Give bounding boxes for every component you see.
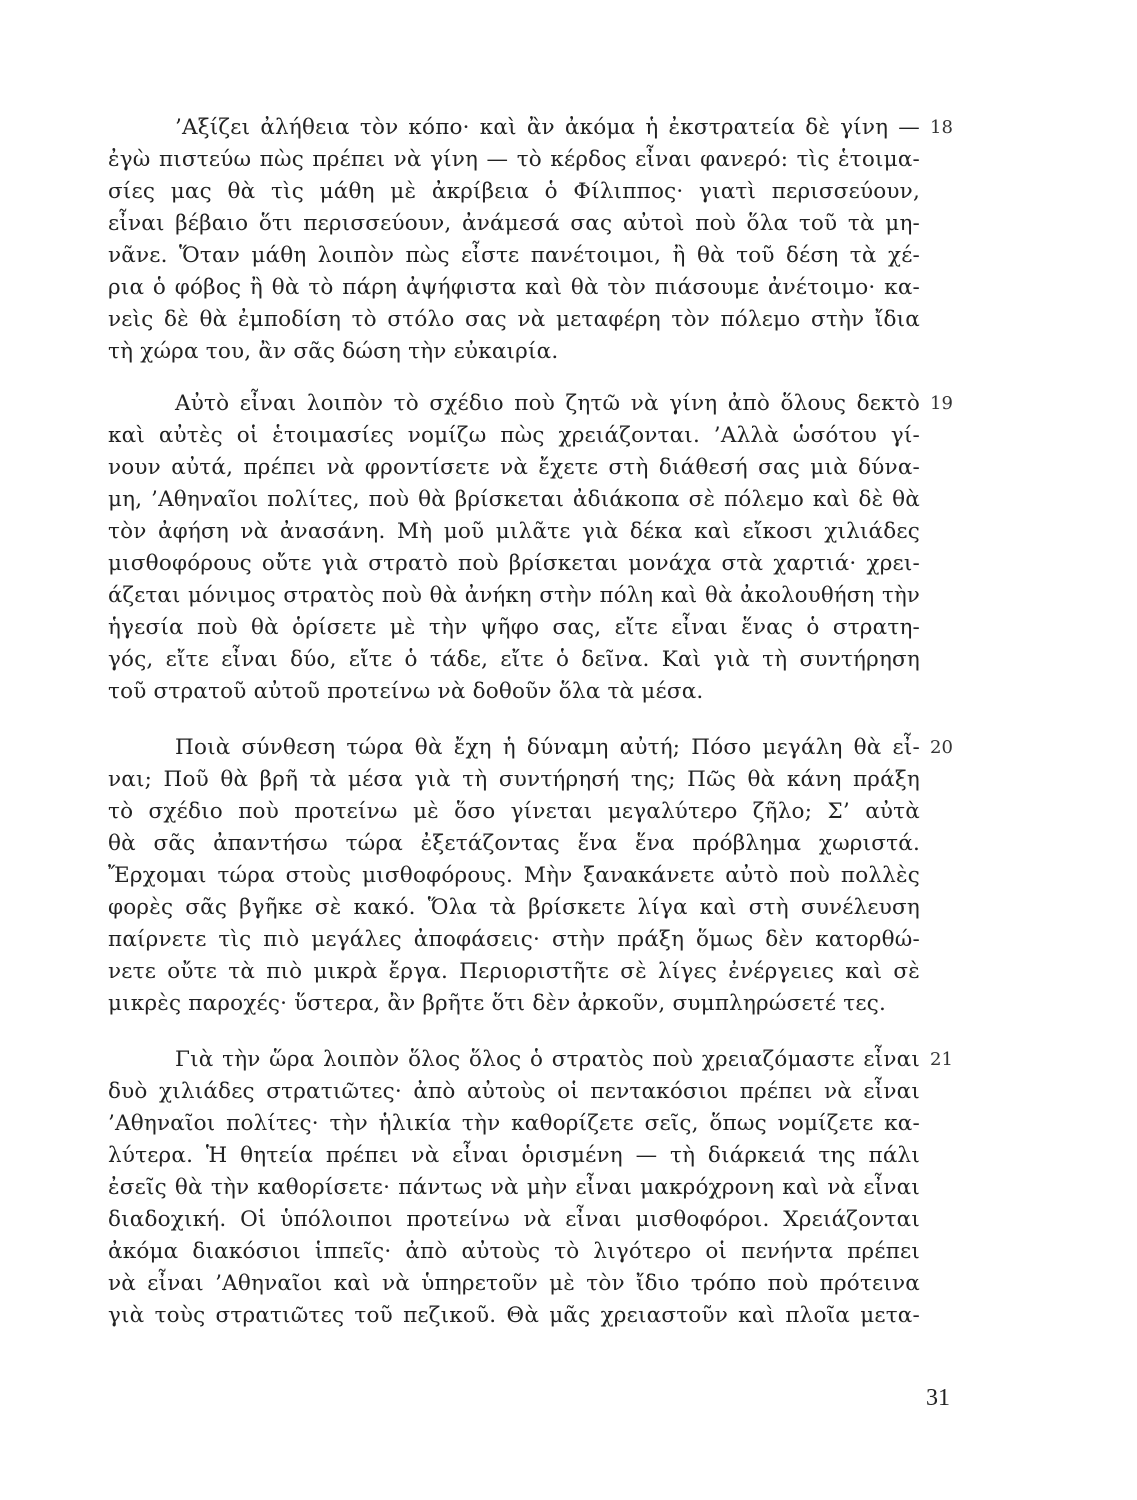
text-line: ἐγὼ πιστεύω πὼς πρέπει νὰ γίνη — τὸ κέρδος εἶναι φανερό: τὶς ἑτοιμα- bbox=[108, 147, 920, 172]
text-line: ἡγεσία ποὺ θὰ ὁρίσετε μὲ τὴν ψῆφο σας, εἴτε εἶναι ἕνας ὁ στρατη- bbox=[108, 615, 920, 640]
text-line: ’Αθηναῖοι πολίτες· τὴν ἡλικία τὴν καθορίζετε σεῖς, ὅπως νομίζετε κα- bbox=[108, 1111, 920, 1136]
text-line: νὰ εἶναι ’Αθηναῖοι καὶ νὰ ὑπηρετοῦν μὲ τὸν ἴδιο τρόπο ποὺ πρότεινα bbox=[108, 1271, 920, 1296]
text-line: νετε οὔτε τὰ πιὸ μικρὰ ἔργα. Περιοριστῆτε σὲ λίγες ἐνέργειες καὶ σὲ bbox=[108, 959, 920, 984]
text-line: τὴ χώρα του, ἂν σᾶς δώση τὴν εὐκαιρία. bbox=[108, 339, 559, 364]
section-number: 20 bbox=[930, 737, 953, 758]
text-line: παίρνετε τὶς πιὸ μεγάλες ἀποφάσεις· στὴν πράξη ὅμως δὲν κατορθώ- bbox=[108, 927, 920, 952]
text-line: γιὰ τοὺς στρατιῶτες τοῦ πεζικοῦ. Θὰ μᾶς χρειαστοῦν καὶ πλοῖα μετα- bbox=[108, 1303, 920, 1328]
text-line: λύτερα. Ἡ θητεία πρέπει νὰ εἶναι ὁρισμένη — τὴ διάρκειά της πάλι bbox=[108, 1143, 920, 1168]
text-line: ’Αξίζει ἀλήθεια τὸν κόπο· καὶ ἂν ἀκόμα ἡ ἐκστρατεία δὲ γίνη — bbox=[175, 115, 920, 140]
text-line: γός, εἴτε εἶναι δύο, εἴτε ὁ τάδε, εἴτε ὁ δεῖνα. Καὶ γιὰ τὴ συντήρηση bbox=[108, 647, 920, 672]
text-line: δυὸ χιλιάδες στρατιῶτες· ἀπὸ αὐτοὺς οἱ πεντακόσιοι πρέπει νὰ εἶναι bbox=[108, 1079, 920, 1104]
section-number: 18 bbox=[930, 117, 953, 138]
text-line: νουν αὐτά, πρέπει νὰ φροντίσετε νὰ ἔχετε στὴ διάθεσή σας μιὰ δύνα- bbox=[108, 455, 920, 480]
text-line: Γιὰ τὴν ὥρα λοιπὸν ὅλος ὅλος ὁ στρατὸς ποὺ χρειαζόμαστε εἶναι bbox=[175, 1047, 920, 1072]
text-line: άζεται μόνιμος στρατὸς ποὺ θὰ ἀνήκη στὴν πόλη καὶ θὰ ἀκολουθήση τὴν bbox=[108, 583, 920, 608]
text-line: τὸ σχέδιο ποὺ προτείνω μὲ ὅσο γίνεται μεγαλύτερο ζῆλο; Σ’ αὐτὰ bbox=[108, 799, 920, 824]
text-line: τοῦ στρατοῦ αὐτοῦ προτείνω νὰ δοθοῦν ὅλα τὰ μέσα. bbox=[108, 679, 704, 704]
text-line: Ἔρχομαι τώρα στοὺς μισθοφόρους. Μὴν ξανακάνετε αὐτὸ ποὺ πολλὲς bbox=[108, 863, 920, 888]
text-line: φορὲς σᾶς βγῆκε σὲ κακό. Ὅλα τὰ βρίσκετε λίγα καὶ στὴ συνέλευση bbox=[108, 895, 920, 920]
text-line: καὶ αὐτὲς οἱ ἑτοιμασίες νομίζω πὼς χρειάζονται. ’Αλλὰ ὡσότου γί- bbox=[108, 423, 920, 448]
text-line: τὸν ἀφήση νὰ ἀνασάνη. Μὴ μοῦ μιλᾶτε γιὰ δέκα καὶ εἴκοσι χιλιάδες bbox=[108, 519, 920, 544]
section-number: 19 bbox=[930, 393, 953, 414]
text-line: ἐσεῖς θὰ τὴν καθορίσετε· πάντως νὰ μὴν εἶναι μακρόχρονη καὶ νὰ εἶναι bbox=[108, 1175, 920, 1200]
text-line: νεὶς δὲ θὰ ἐμποδίση τὸ στόλο σας νὰ μεταφέρη τὸν πόλεμο στὴν ἴδια bbox=[108, 307, 920, 332]
text-line: Ποιὰ σύνθεση τώρα θὰ ἔχη ἡ δύναμη αὐτή; Πόσο μεγάλη θὰ εἶ- bbox=[175, 735, 920, 760]
text-line: μισθοφόρους οὔτε γιὰ στρατὸ ποὺ βρίσκεται μονάχα στὰ χαρτιά· χρει- bbox=[108, 551, 920, 576]
text-line: ρια ὁ φόβος ἢ θὰ τὸ πάρη ἀψήφιστα καὶ θὰ τὸν πιάσουμε ἀνέτοιμο· κα- bbox=[108, 275, 920, 300]
text-line: μη, ’Αθηναῖοι πολίτες, ποὺ θὰ βρίσκεται ἀδιάκοπα σὲ πόλεμο καὶ δὲ θὰ bbox=[108, 487, 920, 512]
text-line: Αὐτὸ εἶναι λοιπὸν τὸ σχέδιο ποὺ ζητῶ νὰ γίνη ἀπὸ ὅλους δεκτὸ bbox=[175, 391, 920, 416]
text-line: νᾶνε. Ὅταν μάθη λοιπὸν πὼς εἶστε πανέτοιμοι, ἢ θὰ τοῦ δέση τὰ χέ- bbox=[108, 243, 920, 268]
section-number: 21 bbox=[930, 1049, 953, 1070]
text-line: εἶναι βέβαιο ὅτι περισσεύουν, ἀνάμεσά σας αὐτοὶ ποὺ ὅλα τοῦ τὰ μη- bbox=[108, 211, 920, 236]
text-line: ναι; Ποῦ θὰ βρῆ τὰ μέσα γιὰ τὴ συντήρησή της; Πῶς θὰ κάνη πράξη bbox=[108, 767, 920, 792]
page-number: 31 bbox=[926, 1385, 950, 1411]
text-line: σίες μας θὰ τὶς μάθη μὲ ἀκρίβεια ὁ Φίλιππος· γιατὶ περισσεύουν, bbox=[108, 179, 920, 204]
text-line: μικρὲς παροχές· ὕστερα, ἂν βρῆτε ὅτι δὲν ἀρκοῦν, συμπληρώσετέ τες. bbox=[108, 991, 887, 1016]
text-line: διαδοχική. Οἱ ὑπόλοιποι προτείνω νὰ εἶναι μισθοφόροι. Χρειάζονται bbox=[108, 1207, 920, 1232]
text-line: θὰ σᾶς ἀπαντήσω τώρα ἐξετάζοντας ἕνα ἕνα πρόβλημα χωριστά. bbox=[108, 831, 920, 856]
text-line: ἀκόμα διακόσιοι ἱππεῖς· ἀπὸ αὐτοὺς τὸ λιγότερο οἱ πενήντα πρέπει bbox=[108, 1239, 920, 1264]
